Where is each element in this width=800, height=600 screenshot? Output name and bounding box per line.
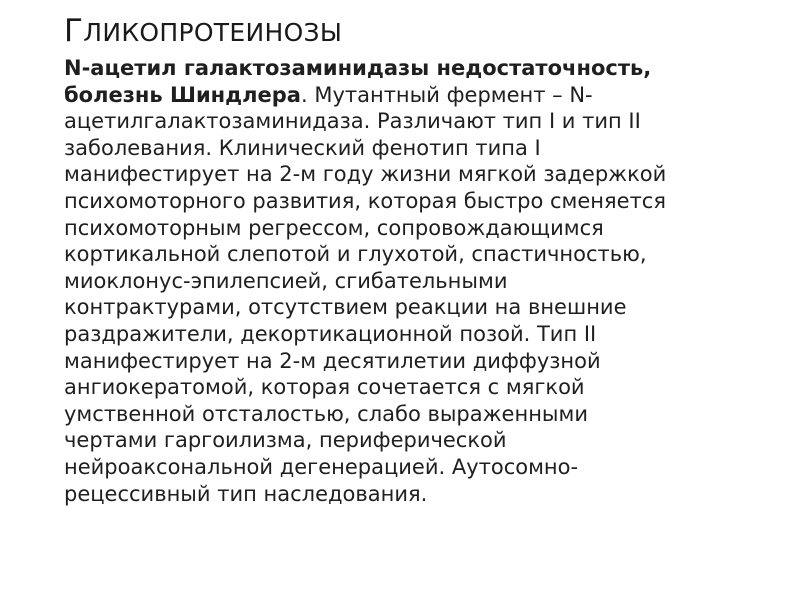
body-line: [64, 188, 754, 215]
body-line: [64, 215, 754, 242]
body-line-text: контрактурами, отсутствием реакции на внешние: [64, 295, 627, 320]
body-line: [64, 108, 754, 135]
body-line-text: психомоторного развития, которая быстро сменяется: [64, 188, 666, 213]
body-line: [64, 241, 754, 268]
slide-body-text: [64, 55, 754, 507]
body-line-text: . Мутантный фермент – N-: [300, 82, 593, 107]
slide-title-initial: Г: [64, 13, 84, 49]
body-line-text: заболевания. Клинический фенотип типа I: [64, 135, 541, 160]
slide-title: [64, 12, 342, 52]
body-line: [64, 401, 754, 428]
body-line-text: кортикальной слепотой и глухотой, спастичностью,: [64, 242, 647, 267]
body-line: [64, 268, 754, 295]
body-line-bold-text: болезнь Шиндлера: [64, 82, 301, 107]
body-line: [64, 427, 754, 454]
body-line: [64, 294, 754, 321]
body-line-text: раздражители, декортикационной позой. Тип II: [64, 321, 597, 346]
body-line: [64, 82, 754, 109]
body-line-text: манифестирует на 2-м десятилетии диффузной: [64, 348, 601, 373]
body-line-text: манифестирует на 2-м году жизни мягкой задержкой: [64, 162, 667, 187]
body-line: [64, 454, 754, 481]
body-line-text: ацетилгалактозаминидаза. Различают тип I и тип II: [64, 109, 641, 134]
body-line: [64, 321, 754, 348]
body-line: [64, 135, 754, 162]
body-line: [64, 55, 754, 82]
body-line-text: ангиокератомой, которая сочетается с мягкой: [64, 375, 585, 400]
body-line-text: чертами гаргоилизма, периферической: [64, 428, 507, 453]
body-line-text: нейроаксональной дегенерацией. Аутосомно-: [64, 454, 579, 479]
body-line-bold-text: N-ацетил галактозаминидазы недостаточность,: [64, 56, 652, 80]
body-line: [64, 374, 754, 401]
body-line-text: рецессивный тип наследования.: [64, 481, 428, 506]
body-line: [64, 161, 754, 188]
body-line-text: миоклонус-эпилепсией, сгибательными: [64, 268, 508, 293]
body-line: [64, 348, 754, 375]
body-line-text: умственной отсталостью, слабо выраженными: [64, 401, 588, 426]
slide-title-rest: ЛИКОПРОТЕИНОЗЫ: [83, 18, 343, 47]
body-line: [64, 481, 754, 508]
body-line-text: психомоторным регрессом, сопровождающимся: [64, 215, 604, 240]
